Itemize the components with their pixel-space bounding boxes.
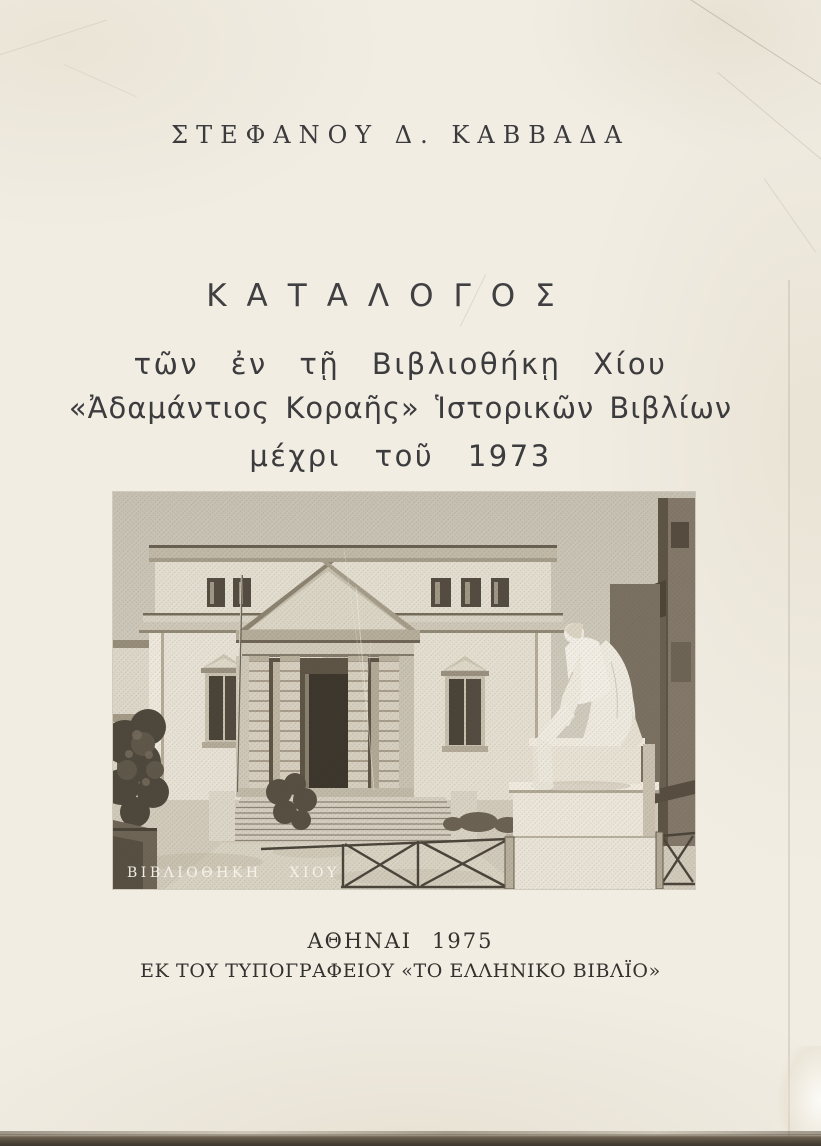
scan-bottom-edge bbox=[0, 1134, 821, 1146]
subtitle-line-3: μέχρι τοῦ 1973 bbox=[249, 439, 552, 473]
author-name: ΣΤΕΦΑΝΟΥ Δ. ΚΑΒΒΑΔΑ bbox=[171, 121, 630, 149]
imprint-city: ΑΘΗΝΑΙ bbox=[307, 929, 413, 953]
weave-texture bbox=[113, 492, 695, 889]
imprint-city-year bbox=[0, 929, 801, 953]
paper-crease bbox=[63, 64, 136, 97]
photo-caption: ΒΙΒΛΙΟΘΗΚΗ ΧΙΟΥ bbox=[127, 865, 340, 881]
imprint-printer: ΕΚ ΤΟΥ ΤΥΠΟΓΡΑΦΕΙΟΥ «ΤΟ ΕΛΛΗΝΙΚΟ ΒΙΒΛΪΟ» bbox=[140, 960, 661, 982]
paper-crease bbox=[0, 19, 107, 57]
paper-crease bbox=[679, 0, 821, 93]
book-title: ΚΑΤΑΛΟΓΟΣ bbox=[206, 278, 575, 314]
imprint-year: 1975 bbox=[432, 929, 494, 953]
library-photo-illustration bbox=[113, 492, 695, 889]
page-curl-highlight bbox=[775, 1046, 821, 1136]
paper-crease bbox=[764, 178, 816, 252]
subtitle-line-1: τῶν ἐν τῇ Βιβλιοθήκῃ Χίου bbox=[133, 347, 668, 381]
library-photo bbox=[113, 492, 695, 889]
subtitle-line-2: «Ἀδαμάντιος Κοραῆς» Ἱστορικῶν Βιβλίων bbox=[68, 391, 733, 425]
